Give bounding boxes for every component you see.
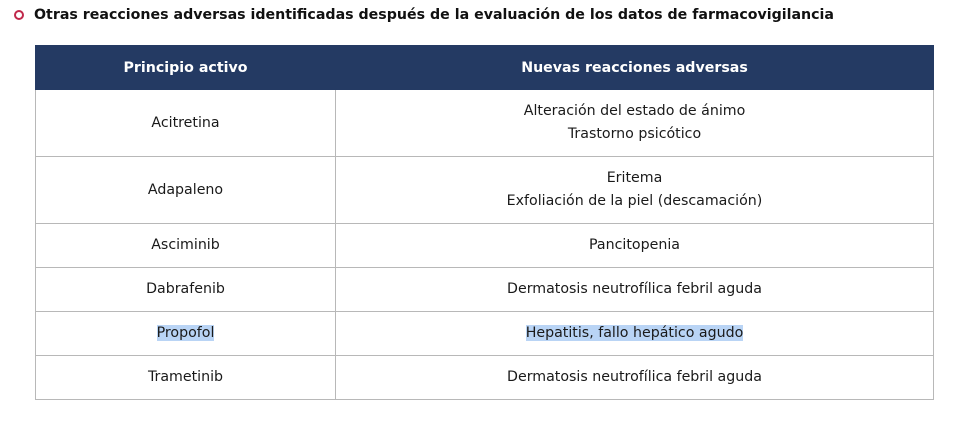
cell-reacciones (336, 312, 934, 356)
reaction-text: Dermatosis neutrofílica febril aguda (507, 369, 762, 385)
cell-reacciones (336, 268, 934, 312)
reaction-text: Pancitopenia (589, 237, 680, 253)
reaction-text: Alteración del estado de ánimo (523, 103, 746, 119)
cell-reacciones (336, 224, 934, 268)
section-heading (14, 4, 834, 26)
cell-principio: Adapaleno (36, 157, 336, 224)
reaction-text: Eritema (606, 170, 663, 186)
cell-reacciones (336, 157, 934, 224)
table-row (36, 268, 934, 312)
reaction-text: Trastorno psicótico (567, 126, 702, 142)
selected-text: Propofol (156, 325, 215, 341)
table-row (36, 90, 934, 157)
cell-principio: Dabrafenib (36, 268, 336, 312)
selected-text: Hepatitis, fallo hepático agudo (525, 325, 744, 341)
cell-reacciones (336, 356, 934, 400)
table-row (36, 157, 934, 224)
cell-principio: Asciminib (36, 224, 336, 268)
section-title: Otras reacciones adversas identificadas después de la evaluación de los datos de farmacovigilancia (34, 7, 834, 23)
cell-principio (36, 312, 336, 356)
reaction-text: Dermatosis neutrofílica febril aguda (507, 281, 762, 297)
column-header-reacciones: Nuevas reacciones adversas (336, 46, 934, 90)
circle-bullet-icon (14, 10, 24, 20)
table-header-row (36, 46, 934, 90)
cell-principio: Acitretina (36, 90, 336, 157)
column-header-principio: Principio activo (36, 46, 336, 90)
reaction-text: Exfoliación de la piel (descamación) (506, 193, 763, 209)
table-row (36, 224, 934, 268)
table-row (36, 356, 934, 400)
adverse-reactions-table (35, 45, 934, 400)
cell-reacciones (336, 90, 934, 157)
table-row (36, 312, 934, 356)
cell-principio: Trametinib (36, 356, 336, 400)
